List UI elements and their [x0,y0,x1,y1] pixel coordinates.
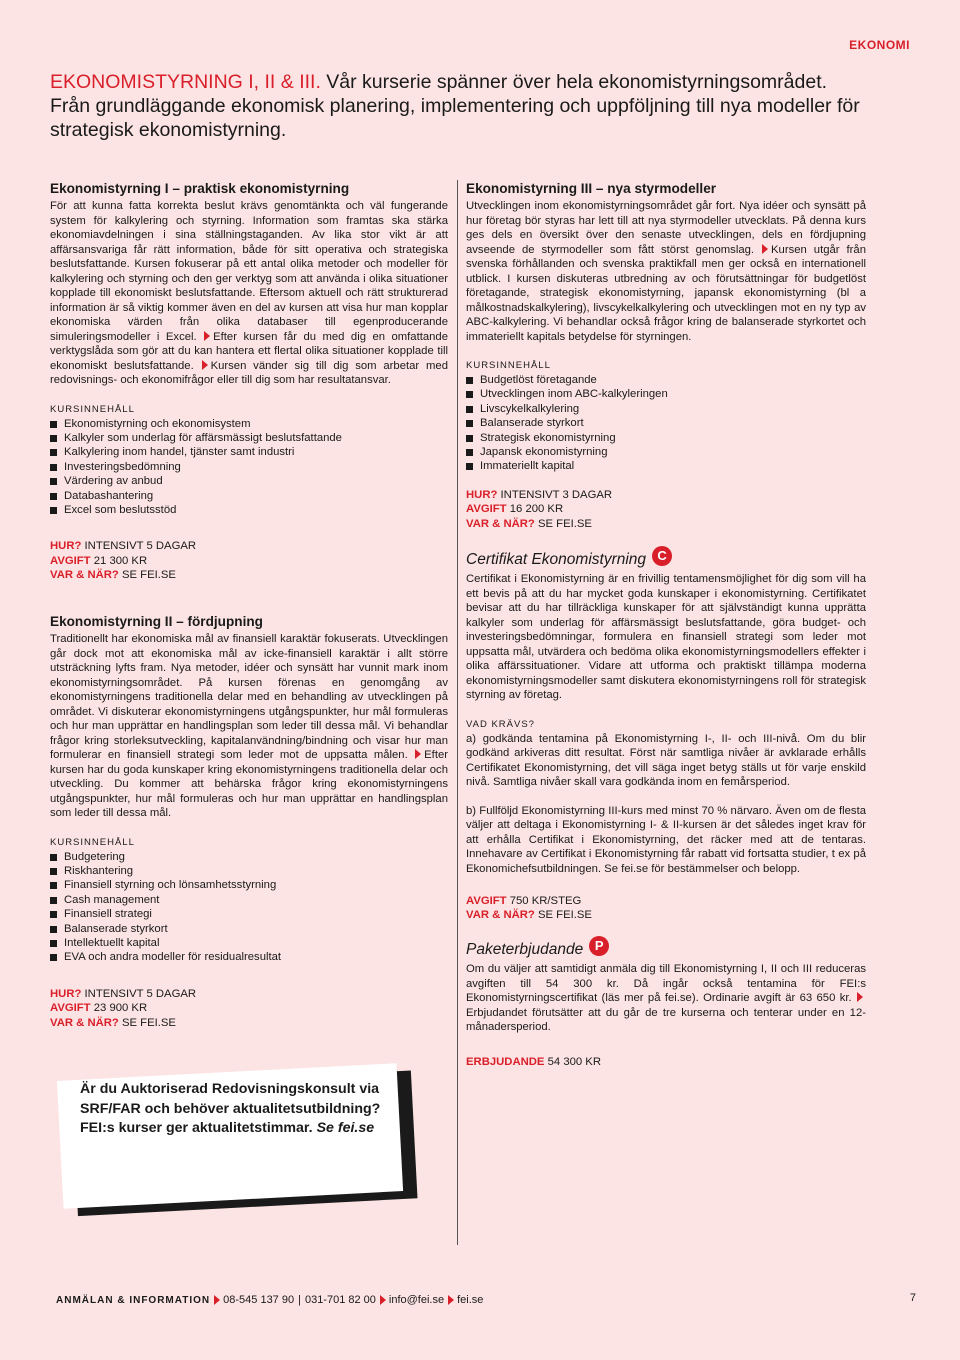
footer-label: ANMÄLAN & INFORMATION [56,1294,211,1306]
course2-section [50,613,448,1030]
package-section [466,940,866,1069]
list-item: Finansiell strategi [50,907,448,921]
footer-email[interactable]: info@fei.se [388,1294,445,1306]
package-title: Paketerbjudande P [466,940,866,960]
page-number: 7 [909,1292,916,1304]
arrow-icon [415,749,421,759]
list-item: Kalkyler som underlag för affärsmässigt beslutsfattande [50,431,448,445]
list-item: Budgetering [50,850,448,864]
course3-content-list [466,373,866,474]
list-item: Ekonomistyrning och ekonomisystem [50,417,448,431]
list-item: Excel som beslutsstöd [50,503,448,517]
package-text: Om du väljer att samtidigt anmäla dig till Ekonomistyrning I, II och III reduceras avgiften till 54 300 kr. Då ingår också tentamina för FEI:s Ekonomistyrningscertifikat (läs mer på fei.se). Ordinarie avgift är 63 650 kr. Erbjudandet förutsätter att du går de tre kurserna och tenterar under en 12-månadersperiod. [466,963,866,1033]
list-item: Japansk ekonomistyrning [466,445,866,459]
course3-meta: HUR? INTENSIVT 3 DAGAR AVGIFT 16 200 KR VAR & NÄR? SE FEI.SE [466,488,613,530]
list-item: EVA och andra modeller för residualresultat [50,950,448,964]
list-item: Balanserade styrkort [466,416,866,430]
arrow-icon [380,1295,386,1305]
callout-box [50,1058,430,1218]
list-item: Kalkylering inom handel, tjänster samt industri [50,445,448,459]
certificate-section [466,550,866,923]
intro-heading [50,70,870,142]
course2-title: Ekonomistyrning II – fördjupning [50,614,263,629]
list-item: Balanserade styrkort [50,922,448,936]
intro-rest: Vår kurserie spänner över hela ekonomistyrningsområdet. Från grundläggande ekonomisk planering, implementering och uppföljning till nya modeller för strategisk ekonomistyrning. [50,71,860,141]
certificate-meta: AVGIFT 750 KR/STEG VAR & NÄR? SE FEI.SE [466,895,592,922]
course1-title: Ekonomistyrning I – praktisk ekonomistyrning [50,181,350,196]
course2-text: Traditionellt har ekonomiska mål av finansiell karaktär fokuserats. Utvecklingen går dock mot att ekonomiska mål av icke-finansiell karaktär i allt större utsträckning lyfts fram. Nya metoder, idéer och synsätt har vunnit mark inom ekonomistyrningsområdet. På kursen förenas en genomgång av ekonomistyrningens traditionella delar med en behandling av utvecklingen på området. Vi diskuterar ekonomistyrningens utgångspunkter, hur mål formuleras och hur man upprättar en handlingsplan som leder till dessa mål. Vi behandlar frågor kring storleksutveckling, kapitalanvändning/bindning och visar hur man formulerar en finansiell strategi som leder mot de uppsatta målen. Efter kursen har du goda kunskaper kring ekonomistyrningens traditionella delar och utveckling. Du kommer att behärska frågor kring ekonomistyrningens utgångspunkter, hur mål formuleras och hur man upprättar en handlingsplan som leder till dessa mål. [50,633,448,819]
course1-content-list [50,417,448,518]
certificate-req-label: VAD KRÄVS? [466,718,535,730]
list-item: Cash management [50,893,448,907]
list-item: Strategisk ekonomistyrning [466,431,866,445]
course1-text: För att kunna fatta korrekta beslut krävs genomtänkta och väl fungerande system för kalkylering och styrning. Information som framtas ska stärka ekonomiavdelningen i sina ställningstaganden. Av lika stor vikt är att affärsansvariga får rätt information, både för sitt operativa och strategiska beslutsfattande. Kursen fokuserar på ett antal olika metoder och modeller för kalkylering och styrning och den ger verktyg som att använda i olika situationer kopplade till ekonomiskt beslutsfattande. Eftersom aktuell och rätt strukturerad information är så viktig kommer även en del av kursen att visa hur man kopplar ekonomiska värden från olika databaser till egenproducerande simuleringsmodeller i Excel. Efter kursen får du med dig en omfattande verktygslåda som gör att du kan hantera ett flertal olika situationer kopplade till ekonomiskt beslutsfattande. Kursen vänder sig till dig som arbetar med redovisnings- och ekonomifrågor eller till dig som har resultatansvar. [50,200,449,386]
course1-section [50,180,448,583]
course3-section [466,180,866,531]
certificate-badge-icon: C [652,546,672,566]
certificate-text: Certifikat i Ekonomistyrning är en frivillig tentamensmöjlighet för dig som vill ha ett bevis på att du har mycket goda kunskaper i ekonomistyrning. Certifikatet bevisar att du har tillräckliga kunskaper för att självständigt kunna upprätta kalkyler som underlag för affärsmässigt beslutsfattande, göra budget- och investeringsbedömningar, formulera en finansiell strategi som leder mot uppsatta mål, utvärdera och bedöma olika ekonomistyrningsmodellers effekter i olika affärssituationer. Vidare att utforma och praktiskt tillämpa moderna ekonomistyrningsmodeller samt diskutera ekonomistyrningens roll för strategisk styrning av företag. [466,573,866,701]
arrow-icon [204,331,210,341]
list-item: Livscykelkalkylering [466,402,866,416]
arrow-icon [214,1295,220,1305]
column-divider [457,180,458,1245]
footer-fax[interactable]: 031-701 82 00 [304,1294,376,1306]
course2-content-label: KURSINNEHÅLL [50,836,135,848]
footer [56,1294,916,1306]
arrow-icon [202,360,208,370]
list-item: Immateriellt kapital [466,459,866,473]
course3-title: Ekonomistyrning III – nya styrmodeller [466,181,717,196]
list-item: Budgetlöst företagande [466,373,866,387]
certificate-req-a: a) godkända tentamina på Ekonomistyrning I-, II- och III-nivå. Om du blir godkänd arkiveras ditt resultat. Först när samtliga nivåer är avklarade erhålls Certifikatet Ekonomistyrning, det vill säga inget betyg ställs ut för varje enskild nivå. Samtliga nivåer skall vara godkända inom en femårsperiod. [466,732,866,788]
footer-separator: | [298,1294,301,1306]
arrow-icon [762,244,768,254]
arrow-icon [448,1295,454,1305]
course2-meta: HUR? INTENSIVT 5 DAGAR AVGIFT 23 900 KR VAR & NÄR? SE FEI.SE [50,987,197,1029]
list-item: Riskhantering [50,864,448,878]
course2-content-list [50,850,448,965]
section-tag: EKONOMI [849,38,910,52]
course1-meta: HUR? INTENSIVT 5 DAGAR AVGIFT 21 300 KR VAR & NÄR? SE FEI.SE [50,540,197,582]
list-item: Intellektuellt kapital [50,936,448,950]
list-item: Utvecklingen inom ABC-kalkyleringen [466,387,866,401]
list-item: Värdering av anbud [50,474,448,488]
package-meta: ERBJUDANDE 54 300 KR [466,1055,601,1068]
intro-lead: EKONOMISTYRNING I, II & III. [50,71,321,93]
package-badge-icon: P [589,936,609,956]
list-item: Finansiell styrning och lönsamhetsstyrning [50,878,448,892]
course3-text: Utvecklingen inom ekonomistyrningsområdet går fort. Nya idéer och synsätt på hur företag bör styras har lett till att nya styrmodeller utvecklats. På denna kurs ges dels en översikt över den senaste utvecklingen, dels en fördjupning avseende de styrmodeller som fått störst genomslag. Kursen utgår från svenska förhållanden och svenska praktikfall men ger också en internationell utblick. I kursen diskuteras utbredning av och förutsättningar för budgetlöst företagande, strategisk ekonomistyrning, japansk ekonomistyrning (bl a målkostnadskalkylering), livscykelkalkylering och utvecklingen mot en ny typ av ABC-kalkylering. Vi behandlar också frågor kring de balanserade styrkortet och immateriellt kapitals betydelse för styrningen. [466,200,866,343]
footer-web[interactable]: fei.se [457,1294,484,1306]
footer-phone[interactable]: 08-545 137 90 [223,1294,295,1306]
callout-text: Är du Auktoriserad Redovisningskonsult via SRF/FAR och behöver aktualitetsutbildning? FEI:s kurser ger aktualitetstimmar. Se fei.se [80,1081,381,1136]
course3-content-label: KURSINNEHÅLL [466,360,551,371]
list-item: Databashantering [50,489,448,503]
certificate-title: Certifikat Ekonomistyrning C [466,550,866,570]
arrow-icon [857,992,863,1002]
list-item: Investeringsbedömning [50,460,448,474]
course1-content-label: KURSINNEHÅLL [50,403,135,415]
certificate-req-b: b) Fullföljd Ekonomistyrning III-kurs med minst 70 % närvaro. Även om de flesta väljer att deltaga i Ekonomistyrning I- & II-kursen är det således inget krav för att erhålla Certifikat i Ekonomistyrning, det räcker med att de tentaras. Innehavare av Certifikat i Ekonomistyrning får rabatt vid fortsatta studier, t ex på Ekonomichefsutbildningen. Se fei.se för bestämmelser och belopp. [466,804,866,875]
